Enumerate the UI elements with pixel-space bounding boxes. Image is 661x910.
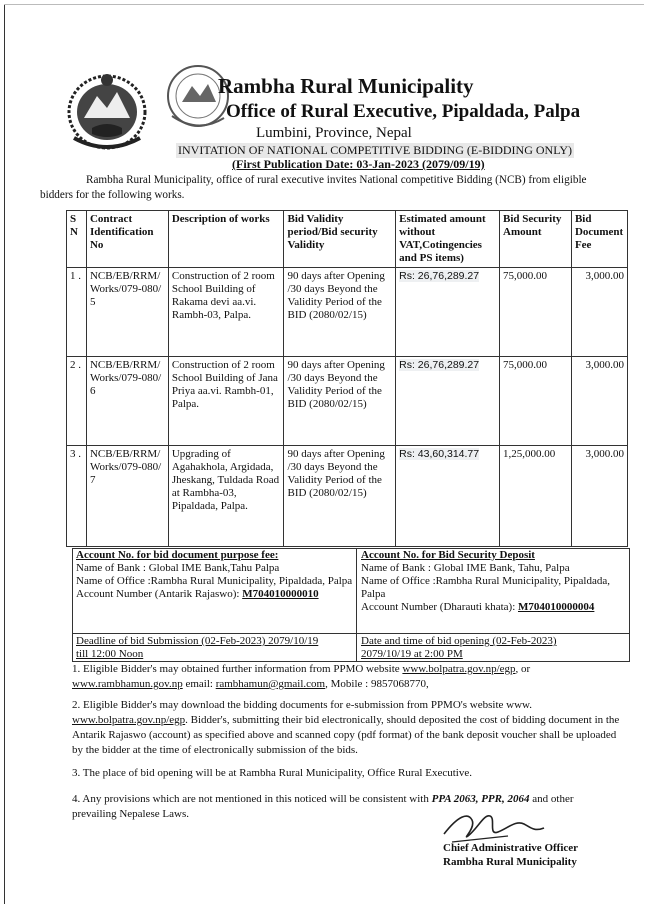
submission-deadline xyxy=(76,635,318,661)
cell-sn: 1 . xyxy=(67,268,87,357)
invitation-heading: INVITATION OF NATIONAL COMPETITIVE BIDDING (E-BIDDING ONLY) xyxy=(178,143,572,157)
email-link[interactable]: rambhamun@gmail.com xyxy=(215,678,326,690)
cell-validity: 90 days after Opening /30 days Beyond the Validity Period of the BID (2080/02/15) xyxy=(284,268,396,357)
page-border-left xyxy=(4,4,5,904)
cell-estimate xyxy=(396,446,500,547)
ppmo-link[interactable]: www.bolpatra.gov.np/egp xyxy=(402,663,516,675)
note-1-sep: , or xyxy=(515,663,531,675)
note-1 xyxy=(72,662,620,692)
note-3: 3. The place of bid opening will be at Rambha Rural Municipality, Office Rural Executive. xyxy=(72,767,472,779)
header-estimate: Estimated amount without VAT,Cotingencies and PS items) xyxy=(396,211,500,268)
estimate-value: Rs: 26,76,289.27 xyxy=(399,359,480,371)
cell-sn: 2 . xyxy=(67,357,87,446)
opening-line-1: Date and time of bid opening (02-Feb-2023) xyxy=(361,635,557,647)
security-account-office: Name of Office :Rambha Rural Municipality, Pipaldada, Palpa xyxy=(361,575,610,600)
header-validity: Bid Validity period/Bid security Validity xyxy=(284,211,396,268)
cell-contract: NCB/EB/RRM/Works/079-080/5 xyxy=(86,268,168,357)
signatory-org: Rambha Rural Municipality xyxy=(443,856,577,868)
signatory-title: Chief Administrative Officer xyxy=(443,842,579,854)
fee-account-office: Name of Office :Rambha Rural Municipality, Pipaldada, Palpa xyxy=(76,575,353,587)
header-security: Bid Security Amount xyxy=(500,211,572,268)
note-4-text-b: and other prevailing Nepalese Laws. xyxy=(72,793,574,820)
cell-validity: 90 days after Opening /30 days Beyond the Validity Period of the BID (2080/02/15) xyxy=(284,446,396,547)
header-contract: Contract Identification No xyxy=(86,211,168,268)
publication-date: (First Publication Date: 03-Jan-2023 (2079/09/19) xyxy=(232,157,485,171)
account-hline xyxy=(73,633,629,634)
cell-fee: 3,000.00 xyxy=(571,446,627,547)
opening-line-2: 2079/10/19 at 2:00 PM xyxy=(361,648,463,660)
table-row xyxy=(67,357,628,446)
cell-estimate xyxy=(396,268,500,357)
security-account xyxy=(361,549,623,614)
account-info-box xyxy=(72,548,630,662)
office-name: Office of Rural Executive, Pipaldada, Palpa xyxy=(226,101,581,122)
security-account-number-label: Account Number (Dharauti khata): xyxy=(361,601,518,613)
fee-account xyxy=(76,549,356,601)
note-2 xyxy=(72,698,620,758)
cell-description: Construction of 2 room School Building of Rakama devi aa.vi. Rambh-03, Palpa. xyxy=(168,268,284,357)
table-row xyxy=(67,268,628,357)
municipality-link[interactable]: www.rambhamun.gov.np xyxy=(72,678,183,690)
bolpatra-link[interactable]: www.bolpatra.gov.np/egp xyxy=(72,714,186,726)
estimate-value: Rs: 43,60,314.77 xyxy=(399,448,480,460)
security-account-title: Account No. for Bid Security Deposit xyxy=(361,549,535,561)
header-sn: S N xyxy=(67,211,87,268)
location: Lumbini, Province, Nepal xyxy=(256,125,412,141)
cell-security: 75,000.00 xyxy=(500,268,572,357)
intro-paragraph: Rambha Rural Municipality, office of rural executive invites National competitive Bidding (NCB) from eligible bidders for the following works. xyxy=(40,174,587,201)
cell-contract: NCB/EB/RRM/Works/079-080/6 xyxy=(86,357,168,446)
ppa-reference: PPA 2063, PPR, 2064 xyxy=(431,793,530,805)
cell-fee: 3,000.00 xyxy=(571,268,627,357)
estimate-value: Rs: 26,76,289.27 xyxy=(399,270,480,282)
note-2-text: 2. Eligible Bidder's may download the bidding documents for e-submission from PPMO's website www. xyxy=(72,699,533,711)
note-4-text: 4. Any provisions which are not mentioned in this noticed will be consistent with xyxy=(72,793,432,805)
deadline-line-2: till 12:00 Noon xyxy=(76,648,144,660)
account-divider xyxy=(356,549,357,661)
header-fee: Bid Document Fee xyxy=(571,211,627,268)
fee-account-bank: Name of Bank : Global IME Bank,Tahu Palpa xyxy=(76,562,280,574)
note-1-email-label: email: xyxy=(182,678,216,690)
municipality-name: Rambha Rural Municipality xyxy=(218,74,474,98)
bids-table xyxy=(66,210,628,547)
cell-description: Upgrading of Agahakhola, Argidada, Jheskang, Tuldada Road at Rambha-03, Pipaldada, Palpa. xyxy=(168,446,284,547)
fee-account-number-line xyxy=(76,588,356,601)
security-account-number: M704010000004 xyxy=(518,601,595,613)
note-1-text: 1. Eligible Bidder's may obtained further information from PPMO website xyxy=(72,663,403,675)
cell-security: 75,000.00 xyxy=(500,357,572,446)
fee-account-number-label: Account Number (Antarik Rajaswo): xyxy=(76,588,243,600)
table-row xyxy=(67,446,628,547)
security-account-number-line xyxy=(361,601,623,614)
note-1-mobile: , Mobile : 9857068770, xyxy=(325,678,429,690)
security-account-bank: Name of Bank : Global IME Bank, Tahu, Palpa xyxy=(361,562,570,574)
table-header-row xyxy=(67,211,628,268)
cell-validity: 90 days after Opening /30 days Beyond the Validity Period of the BID (2080/02/15) xyxy=(284,357,396,446)
cell-sn: 3 . xyxy=(67,446,87,547)
deadline-line-1: Deadline of bid Submission (02-Feb-2023) 2079/10/19 xyxy=(76,635,319,647)
header-description: Description of works xyxy=(168,211,284,268)
note-2-text-b: . Bidder's, submitting their bid electronically, should deposited the cost of bidding document in the Antarik Rajaswo (account) as specified above and scanned copy (pdf format) of the bank deposit voucher shall be uploaded by the bidder at the time of electronically submission of the bids. xyxy=(72,714,620,756)
nepal-emblem-icon xyxy=(62,68,152,152)
cell-contract: NCB/EB/RRM/Works/079-080/7 xyxy=(86,446,168,547)
cell-fee: 3,000.00 xyxy=(571,357,627,446)
fee-account-title: Account No. for bid document purpose fee: xyxy=(76,549,279,561)
page-border-top xyxy=(4,4,644,5)
fee-account-number: M704010000010 xyxy=(242,588,319,600)
cell-security: 1,25,000.00 xyxy=(500,446,572,547)
opening-date xyxy=(361,635,557,661)
cell-description: Construction of 2 room School Building of Jana Priya aa.vi. Rambh-01, Palpa. xyxy=(168,357,284,446)
cell-estimate xyxy=(396,357,500,446)
